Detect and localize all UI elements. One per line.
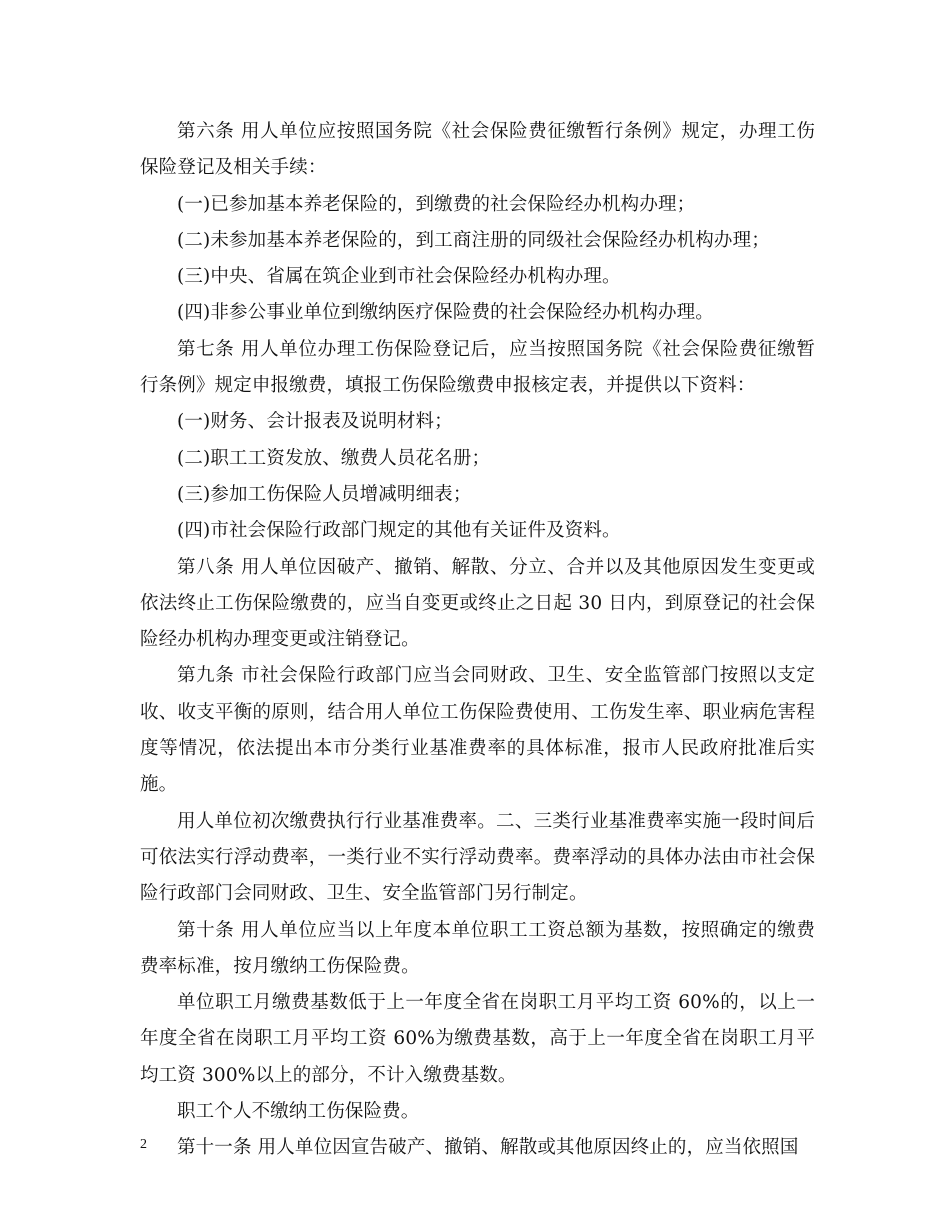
article-7-item-4: (四)市社会保险行政部门规定的其他有关证件及资料。 — [177, 520, 621, 542]
article-6-item-3: (三)中央、省属在筑企业到市社会保险经办机构办理。 — [177, 266, 621, 288]
article-10-paragraph: 第十条 用人单位应当以上年度本单位职工工资总额为基数，按照确定的缴费费率标准，按月缴纳工伤保险费。 — [140, 919, 815, 977]
article-9-rate-paragraph: 用人单位初次缴费执行行业基准费率。二、三类行业基准费率实施一段时间后可依法实行浮动费率，一类行业不实行浮动费率。费率浮动的具体办法由市社会保险行政部门会同财政、卫生、安全监管部门另行制定。 — [140, 810, 815, 905]
article-10-base-paragraph: 单位职工月缴费基数低于上一年度全省在岗职工月平均工资 60%的，以上一年度全省在岗职工月平均工资 60%为缴费基数，高于上一年度全省在岗职工月平均工资 300%以上的部分，不计入缴费基数。 — [140, 992, 815, 1086]
article-11-paragraph: 第十一条 用人单位因宣告破产、撤销、解散或其他原因终止的，应当依照国 — [177, 1137, 799, 1159]
article-7-item-1: (一)财务、会计报表及说明材料； — [177, 411, 453, 433]
article-6-item-1: (一)已参加基本养老保险的，到缴费的社会保险经办机构办理； — [177, 193, 696, 215]
article-6-item-2: (二)未参加基本养老保险的，到工商注册的同级社会保险经办机构办理； — [177, 229, 770, 251]
article-9-paragraph: 第九条 市社会保险行政部门应当会同财政、卫生、安全监管部门按照以支定收、收支平衡的原则，结合用人单位工伤保险费使用、工伤发生率、职业病危害程度等情况，依法提出本市分类行业基准费率的具体标准，报市人民政府批准后实施。 — [140, 665, 815, 796]
document-body — [140, 114, 815, 1167]
article-10-employee-paragraph: 职工个人不缴纳工伤保险费。 — [177, 1101, 420, 1123]
article-7-item-3: (三)参加工伤保险人员增减明细表； — [177, 483, 472, 505]
article-7-item-2: (二)职工工资发放、缴费人员花名册； — [177, 447, 491, 469]
article-7-paragraph: 第七条 用人单位办理工伤保险登记后，应当按照国务院《社会保险费征缴暂行条例》规定申报缴费，填报工伤保险缴费申报核定表，并提供以下资料： — [140, 338, 815, 397]
article-6-paragraph: 第六条 用人单位应按照国务院《社会保险费征缴暂行条例》规定，办理工伤保险登记及相关手续： — [140, 121, 815, 179]
article-6-item-4: (四)非参公事业单位到缴纳医疗保险费的社会保险经办机构办理。 — [177, 302, 714, 324]
article-8-paragraph: 第八条 用人单位因破产、撤销、解散、分立、合并以及其他原因发生变更或依法终止工伤保险缴费的，应当自变更或终止之日起 30 日内，到原登记的社会保险经办机构办理变更或注销登记。 — [140, 556, 815, 651]
page-number: 2 — [140, 1137, 147, 1152]
